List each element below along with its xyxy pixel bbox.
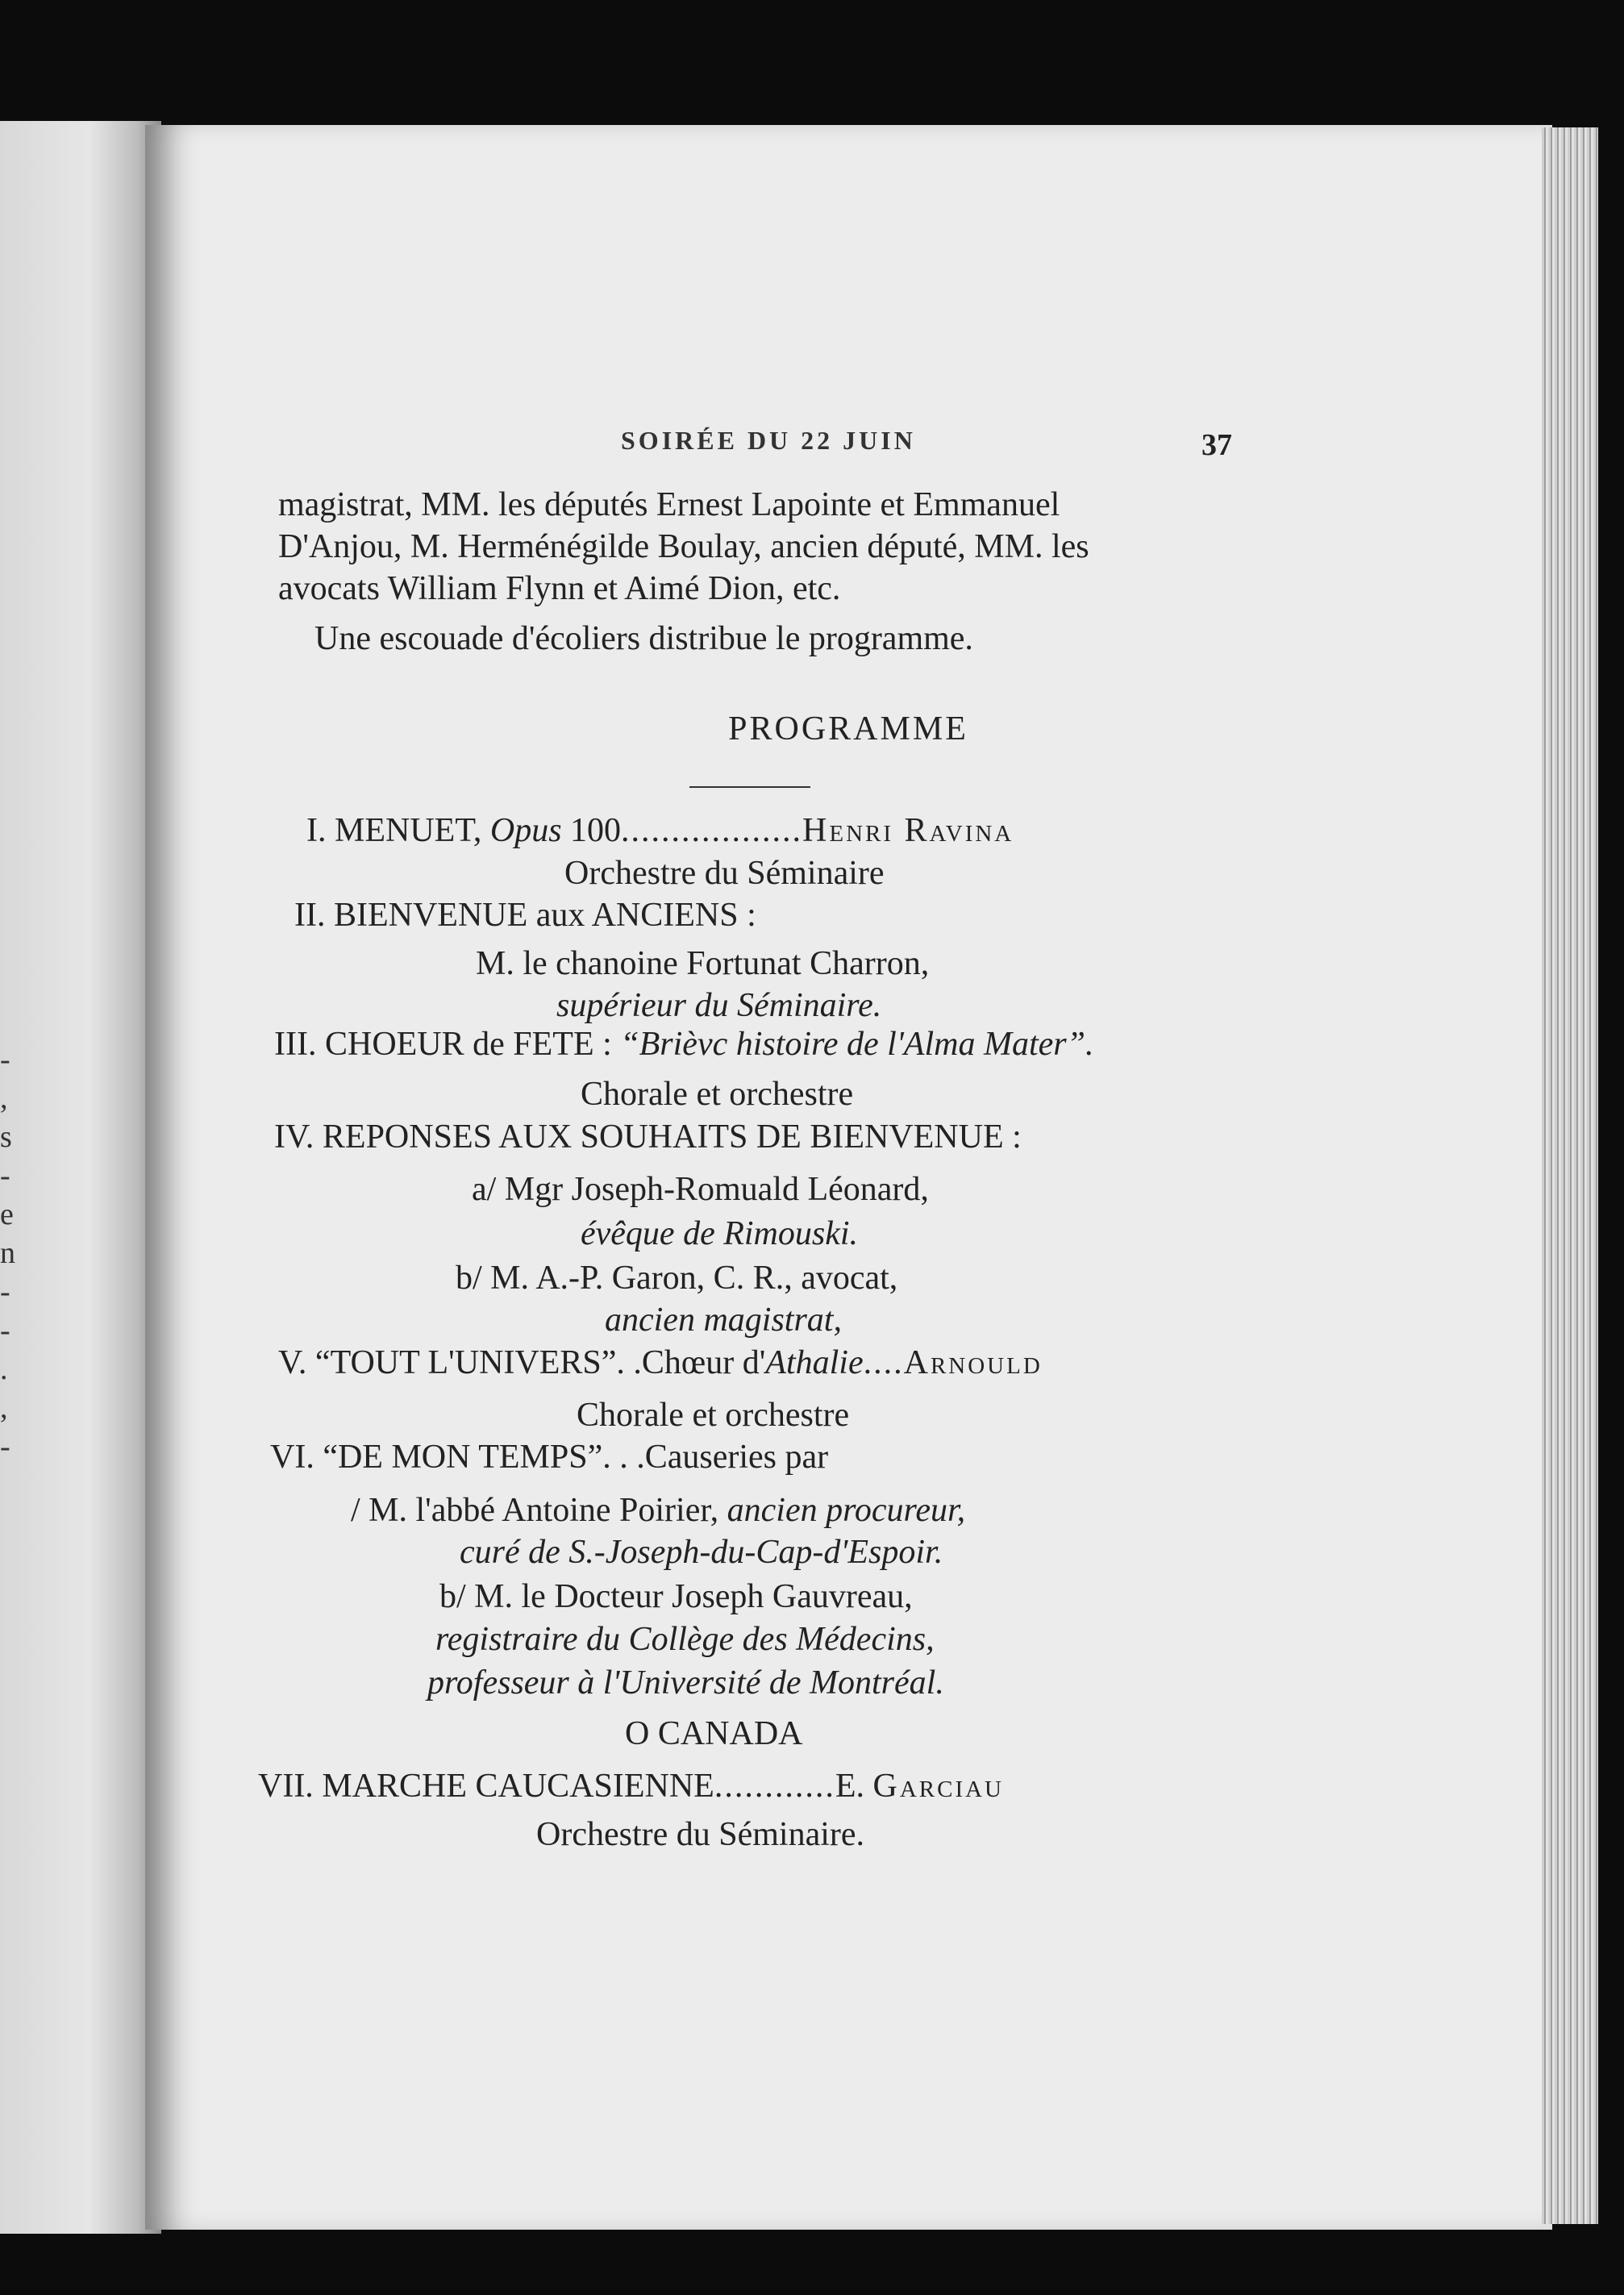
item-title: BIENVENUE aux ANCIENS : [333, 897, 756, 934]
programme-title: PROGRAMME [728, 710, 968, 748]
margin-fragment: - [0, 1275, 10, 1309]
margin-fragment: - [0, 1314, 10, 1347]
item-performer: Chorale et orchestre [577, 1397, 850, 1434]
margin-fragment: , [0, 1081, 8, 1115]
programme-item-6 [270, 1437, 828, 1477]
programme-item-5 [278, 1343, 1043, 1383]
intro-line: avocats William Flynn et Aimé Dion, etc. [278, 570, 841, 607]
margin-fragment: - [0, 1043, 10, 1077]
item-title: MENUET, [335, 812, 482, 849]
facing-page [0, 121, 161, 2234]
margin-fragment: n [0, 1236, 15, 1270]
item-title-italic: Opus [489, 812, 562, 849]
item-number: V. [278, 1344, 307, 1381]
intro-line: D'Anjou, M. Herménégilde Boulay, ancien député, MM. les [278, 528, 1089, 565]
programme-item-1 [306, 810, 1014, 851]
leader-dots: .................. [621, 812, 803, 849]
margin-fragment: s [0, 1120, 12, 1154]
item-speaker: a/ Mgr Joseph-Romuald Léonard, [472, 1171, 929, 1208]
margin-fragment: . [0, 1352, 8, 1386]
composer-initial: E. [835, 1768, 864, 1805]
margin-fragment: e [0, 1197, 14, 1231]
item-performer: Chorale et orchestre [581, 1076, 854, 1113]
item-title-italic: Athalie [765, 1344, 864, 1381]
item-speaker: b/ M. A.-P. Garon, C. R., avocat, [456, 1260, 898, 1297]
item-speaker-title: registraire du Collège des Médecins, [435, 1621, 935, 1658]
item-title: CHOEUR de FETE : [324, 1026, 612, 1063]
item-title: “DE MON TEMPS”. . .Causeries par [323, 1439, 829, 1476]
title-rule [689, 786, 810, 788]
item-speaker-title: professeur à l'Université de Montréal. [427, 1664, 944, 1701]
item-number: VII. [258, 1768, 314, 1805]
programme-item-4 [274, 1117, 1022, 1157]
item-speaker-title: supérieur du Séminaire. [556, 987, 882, 1024]
programme-item-anthem: O CANADA [625, 1715, 803, 1752]
margin-fragment: - [0, 1159, 10, 1193]
item-speaker: b/ M. le Docteur Joseph Gauvreau, [439, 1578, 913, 1615]
leader-dots: ............ [714, 1768, 835, 1805]
item-speaker-title: évêque de Rimouski. [581, 1215, 859, 1252]
speaker-name: / M. l'abbé Antoine Poirier, [351, 1492, 719, 1529]
composer: Henri Ravina [802, 812, 1014, 849]
item-number: I. [306, 812, 327, 849]
item-title: “TOUT L'UNIVERS”. .Chœur d' [314, 1344, 766, 1381]
composer: Arnould [903, 1344, 1043, 1381]
item-performer: Orchestre du Séminaire [564, 855, 885, 892]
item-title: MARCHE CAUCASIENNE [322, 1768, 714, 1805]
item-number: III. [274, 1026, 317, 1063]
programme-item-3 [274, 1024, 1093, 1064]
running-head: SOIRÉE DU 22 JUIN [621, 426, 916, 455]
item-number: IV. [274, 1118, 314, 1156]
item-title-number: 100 [570, 812, 622, 849]
composer: Garciau [872, 1768, 1005, 1805]
speaker-role: ancien procureur, [727, 1492, 966, 1529]
item-title-italic: “Brièvc histoire de l'Alma Mater”. [620, 1026, 1094, 1063]
intro-line: magistrat, MM. les députés Ernest Lapointe et Emmanuel [278, 486, 1060, 523]
item-speaker [351, 1490, 965, 1531]
leader-dots: .... [863, 1344, 904, 1381]
item-title: REPONSES AUX SOUHAITS DE BIENVENUE : [322, 1118, 1022, 1156]
item-speaker: M. le chanoine Fortunat Charron, [476, 945, 930, 982]
programme-item-2 [294, 895, 756, 935]
margin-fragment: , [0, 1391, 8, 1425]
item-number: II. [294, 897, 326, 934]
item-number: VI. [270, 1439, 314, 1476]
margin-fragment: - [0, 1430, 10, 1464]
item-performer: Orchestre du Séminaire. [536, 1816, 865, 1853]
item-speaker-title: curé de S.-Joseph-du-Cap-d'Espoir. [460, 1534, 943, 1571]
intro-line: Une escouade d'écoliers distribue le programme. [314, 620, 973, 657]
intro-paragraph [278, 484, 1238, 660]
item-speaker-title: ancien magistrat, [605, 1302, 842, 1339]
page-edges [1542, 127, 1598, 2224]
facing-page-fragments [0, 1040, 24, 1466]
programme-item-7 [258, 1766, 1004, 1806]
page-number: 37 [1201, 428, 1232, 462]
